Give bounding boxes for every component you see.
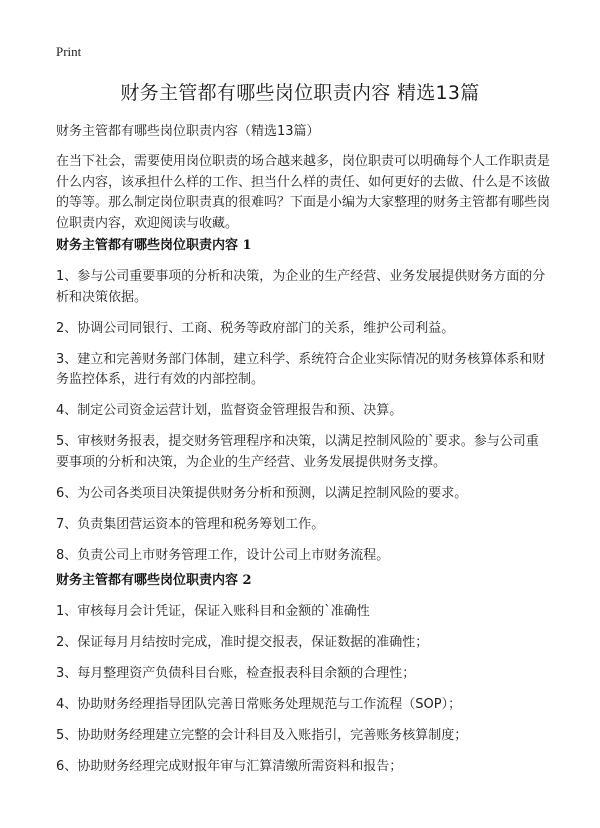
list-item: 3、每月整理资产负债科目台账，检查报表科目余额的合理性；: [56, 666, 416, 681]
list-item: 5、审核财务报表，提交财务管理程序和决策，以满足控制风险的`要求。参与公司重要事项的分析和决策，为企业的生产经营、业务发展提供财务支撑。: [56, 434, 539, 470]
list-item: 2、协调公司同银行、工商、税务等政府部门的关系，维护公司利益。: [56, 320, 455, 336]
list-item: 4、制定公司资金运营计划，监督资金管理报告和预、决算。: [56, 403, 403, 418]
print-link[interactable]: Print: [56, 44, 82, 59]
section-heading: 财务主管都有哪些岗位职责内容 2: [56, 573, 252, 588]
list-item: 5、协助财务经理建立完整的会计科目及入账指引，完善账务核算制度；: [56, 728, 468, 743]
list-item: 6、协助财务经理完成财报年审与汇算清缴所需资料和报告；: [56, 759, 403, 774]
list-item: 1、审核每月会计凭证，保证入账科目和金额的`准确性: [56, 604, 370, 619]
list-item: 4、协助财务经理指导团队完善日常账务处理规范与工作流程（SOP）；: [56, 697, 462, 712]
list-item: 1、参与公司重要事项的分析和决策，为企业的生产经营、业务发展提供财务方面的分析和决策依据。: [56, 269, 546, 305]
section-heading: 财务主管都有哪些岗位职责内容 1: [56, 238, 252, 253]
list-item: 6、为公司各类项目决策提供财务分析和预测，以满足控制风险的要求。: [56, 485, 468, 501]
list-item: 7、负责集团营运资本的管理和税务筹划工作。: [56, 516, 325, 532]
list-item: 3、建立和完善财务部门体制，建立科学、系统符合企业实际情况的财务核算体系和财务监控体系，进行有效的内部控制。: [56, 351, 546, 387]
intro-paragraph: 在当下社会，需要使用岗位职责的场合越来越多，岗位职责可以明确每个人工作职责是什么内容，该承担什么样的工作、担当什么样的责任、如何更好的去做、什么是不该做的等等。那么制定岗位职责真的很难吗？下面是小编为大家整理的财务主管都有哪些岗位职责内容，欢迎阅读与收藏。: [56, 154, 551, 231]
page-subtitle: 财务主管都有哪些岗位职责内容（精选13篇）: [56, 124, 320, 139]
list-item: 8、负责公司上市财务管理工作，设计公司上市财务流程。: [56, 547, 390, 563]
page-title: 财务主管都有哪些岗位职责内容 精选13篇: [120, 82, 480, 104]
list-item: 2、保证每月月结按时完成，准时提交报表，保证数据的准确性；: [56, 635, 429, 650]
section-1: [56, 234, 550, 577]
section-2: [56, 569, 550, 788]
